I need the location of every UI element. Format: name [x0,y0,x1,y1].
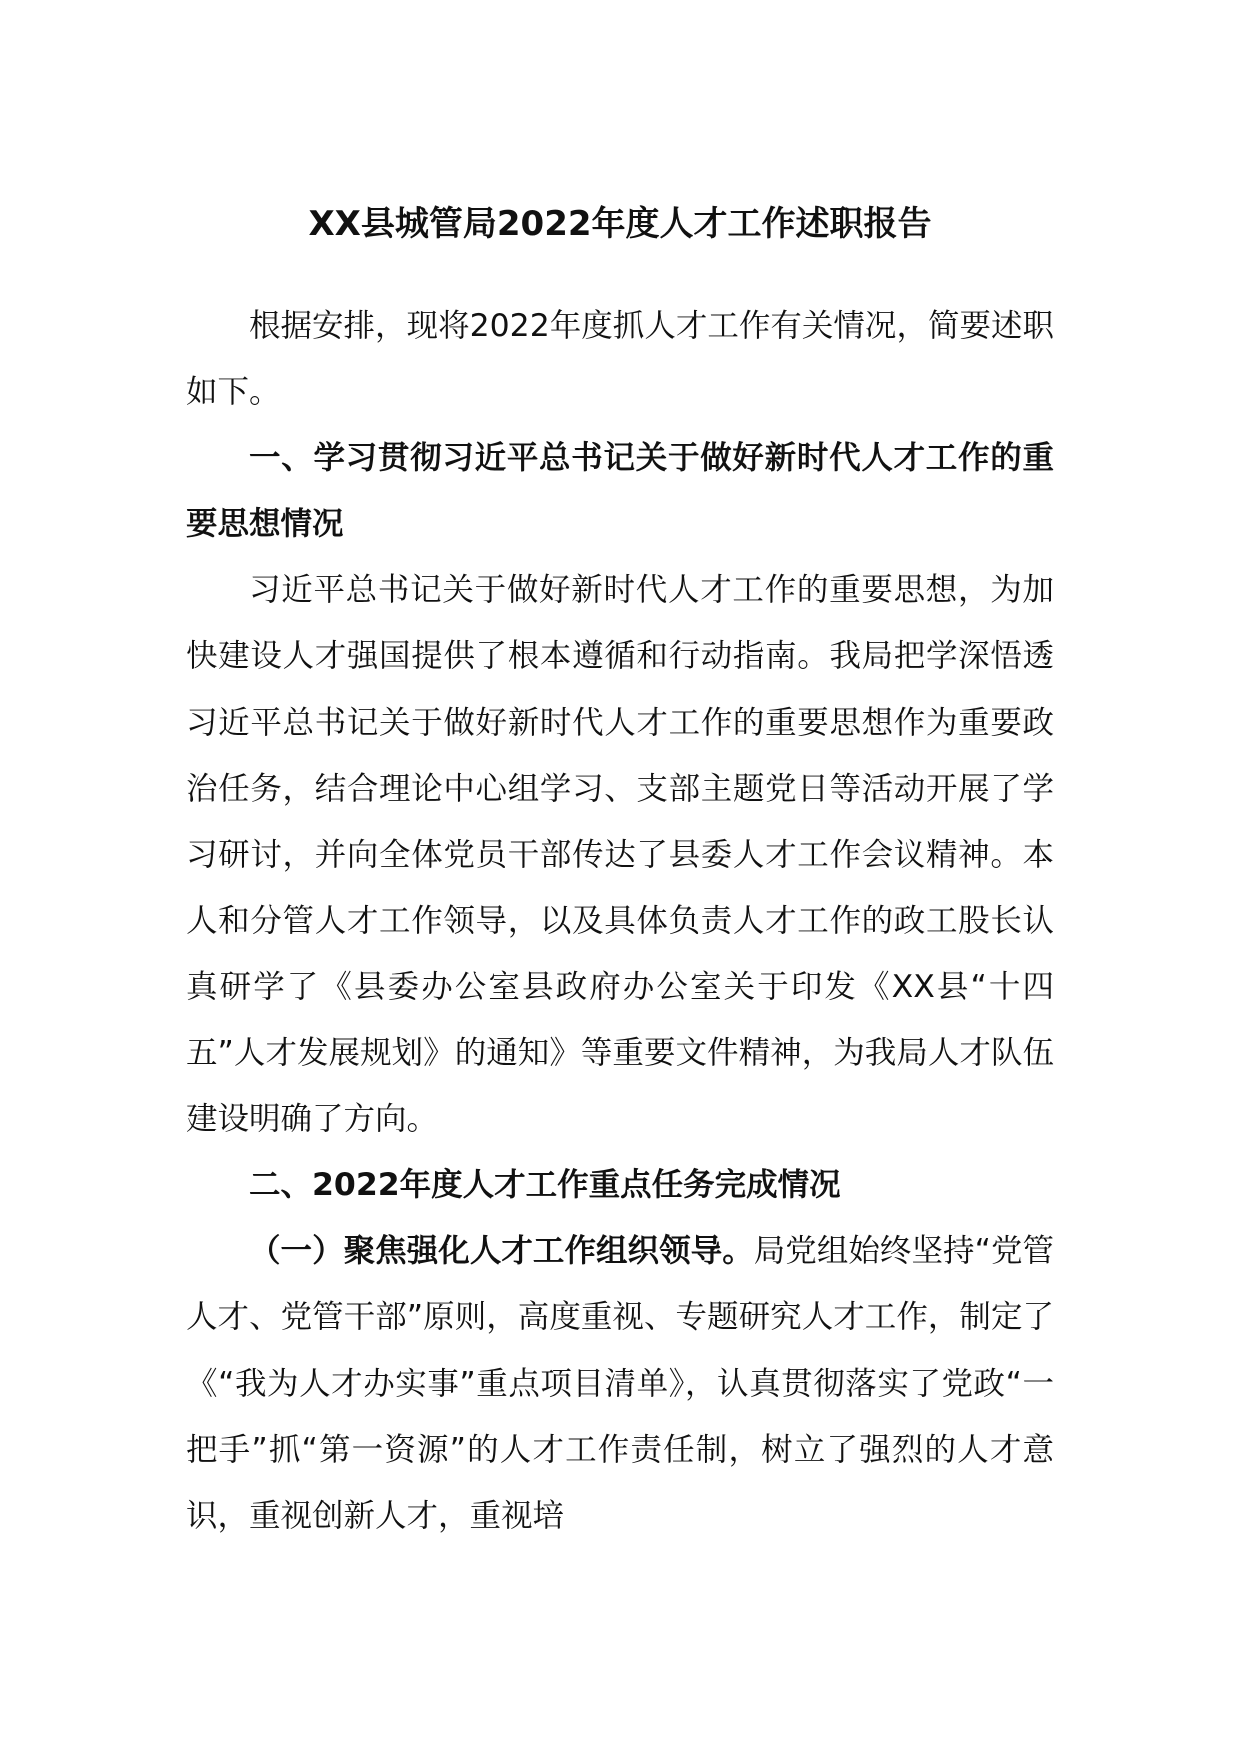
section-2-heading: 二、2022年度人才工作重点任务完成情况 [249,1167,841,1204]
section-1-heading: 一、学习贯彻习近平总书记关于做好新时代人才工作的重要思想情况 [186,440,1054,543]
section-1-paragraph: 习近平总书记关于做好新时代人才工作的重要思想，为加快建设人才强国提供了根本遵循和行动指南。我局把学深悟透习近平总书记关于做好新时代人才工作的重要思想作为重要政治任务，结合理论中心组学习、支部主题党日等活动开展了学习研讨，并向全体党员干部传达了县委人才工作会议精神。本人和分管人才工作领导，以及具体负责人才工作的政工股长认真研学了《县委办公室县政府办公室关于印发《XX县“十四五”人才发展规划》的通知》等重要文件精神，为我局人才队伍建设明确了方向。 [186,572,1054,1138]
section-2-item-1-body: 局党组始终坚持“党管人才、党管干部”原则，高度重视、专题研究人才工作，制定了《“我为人才办实事”重点项目清单》，认真贯彻落实了党政“一把手”抓“第一资源”的人才工作责任制，树立了强烈的人才意识，重视创新人才，重视培 [186,1233,1054,1534]
section-2-item-1-paragraph [186,1218,1054,1548]
document-body [186,293,1054,1549]
document-title: XX县城管局2022年度人才工作述职报告 [308,204,932,244]
section-2-item-1-lead: （一）聚焦强化人才工作组织领导。 [249,1233,754,1270]
intro-paragraph: 根据安排，现将2022年度抓人才工作有关情况，简要述职如下。 [186,308,1054,411]
